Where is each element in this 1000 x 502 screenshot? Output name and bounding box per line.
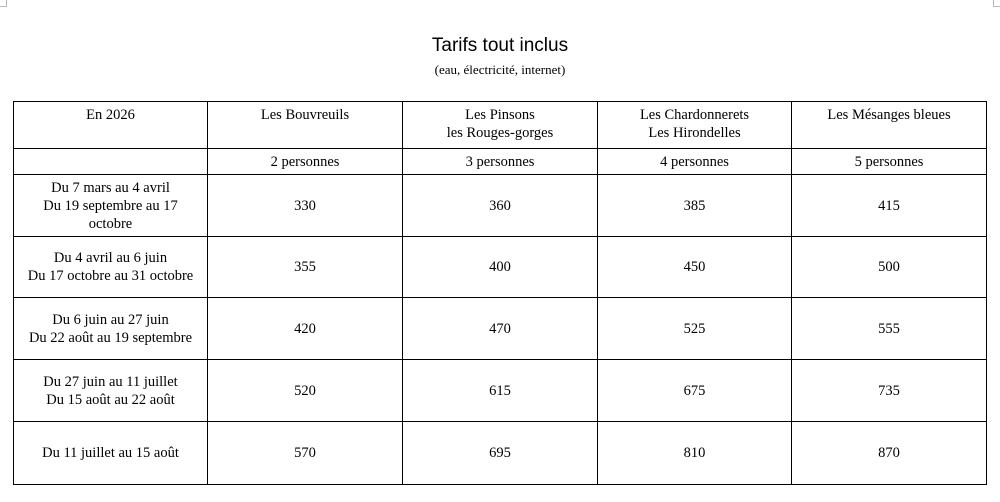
page-corner-mark [0,0,7,7]
table-row [14,298,987,360]
header-line: les Rouges-gorges [446,125,554,141]
price-cell: 695 [403,422,598,485]
header-year: En 2026 [14,102,208,149]
price-cell: 500 [792,237,987,298]
price-cell: 555 [792,298,987,360]
price-cell: 675 [598,360,792,422]
price-cell: 385 [598,175,792,237]
price-cell: 735 [792,360,987,422]
price-cell: 330 [208,175,403,237]
price-cell: 360 [403,175,598,237]
price-cell: 355 [208,237,403,298]
persons-cell: 3 personnes [403,149,598,175]
persons-empty-cell [14,149,208,175]
period-cell: Du 11 juillet au 15 août [14,422,208,485]
document-subtitle: (eau, électricité, internet) [434,62,566,77]
header-pinsons [403,102,598,149]
price-cell: 415 [792,175,987,237]
price-cell: 470 [403,298,598,360]
page-corner-mark [993,0,1000,7]
persons-row [14,149,987,175]
price-cell: 525 [598,298,792,360]
persons-cell: 4 personnes [598,149,792,175]
period-cell: Du 7 mars au 4 avril Du 19 septembre au 17 octobre [14,175,208,237]
persons-cell: 5 personnes [792,149,987,175]
document-title: Tarifs tout inclus [431,35,569,56]
persons-cell: 2 personnes [208,149,403,175]
table-header-row [14,102,987,149]
table-row [14,237,987,298]
table-row [14,175,987,237]
header-line: Les Mésanges bleues [827,107,951,123]
price-cell: 400 [403,237,598,298]
table-row [14,360,987,422]
header-mesanges [792,102,987,149]
header-chardonnerets [598,102,792,149]
header-bouvreuils [208,102,403,149]
period-cell: Du 27 juin au 11 juillet Du 15 août au 22 août [14,360,208,422]
header-line: Les Bouvreuils [260,107,350,123]
table-row [14,422,987,485]
price-cell: 870 [792,422,987,485]
header-line: Les Pinsons [465,107,535,123]
price-cell: 810 [598,422,792,485]
period-cell: Du 6 juin au 27 juin Du 22 août au 19 septembre [14,298,208,360]
header-line: Les Chardonnerets [639,107,750,123]
price-cell: 615 [403,360,598,422]
period-cell: Du 4 avril au 6 juin Du 17 octobre au 31 octobre [14,237,208,298]
price-cell: 450 [598,237,792,298]
price-cell: 520 [208,360,403,422]
header-line: Les Hirondelles [648,125,741,141]
price-cell: 420 [208,298,403,360]
price-cell: 570 [208,422,403,485]
tarifs-table [13,101,987,485]
